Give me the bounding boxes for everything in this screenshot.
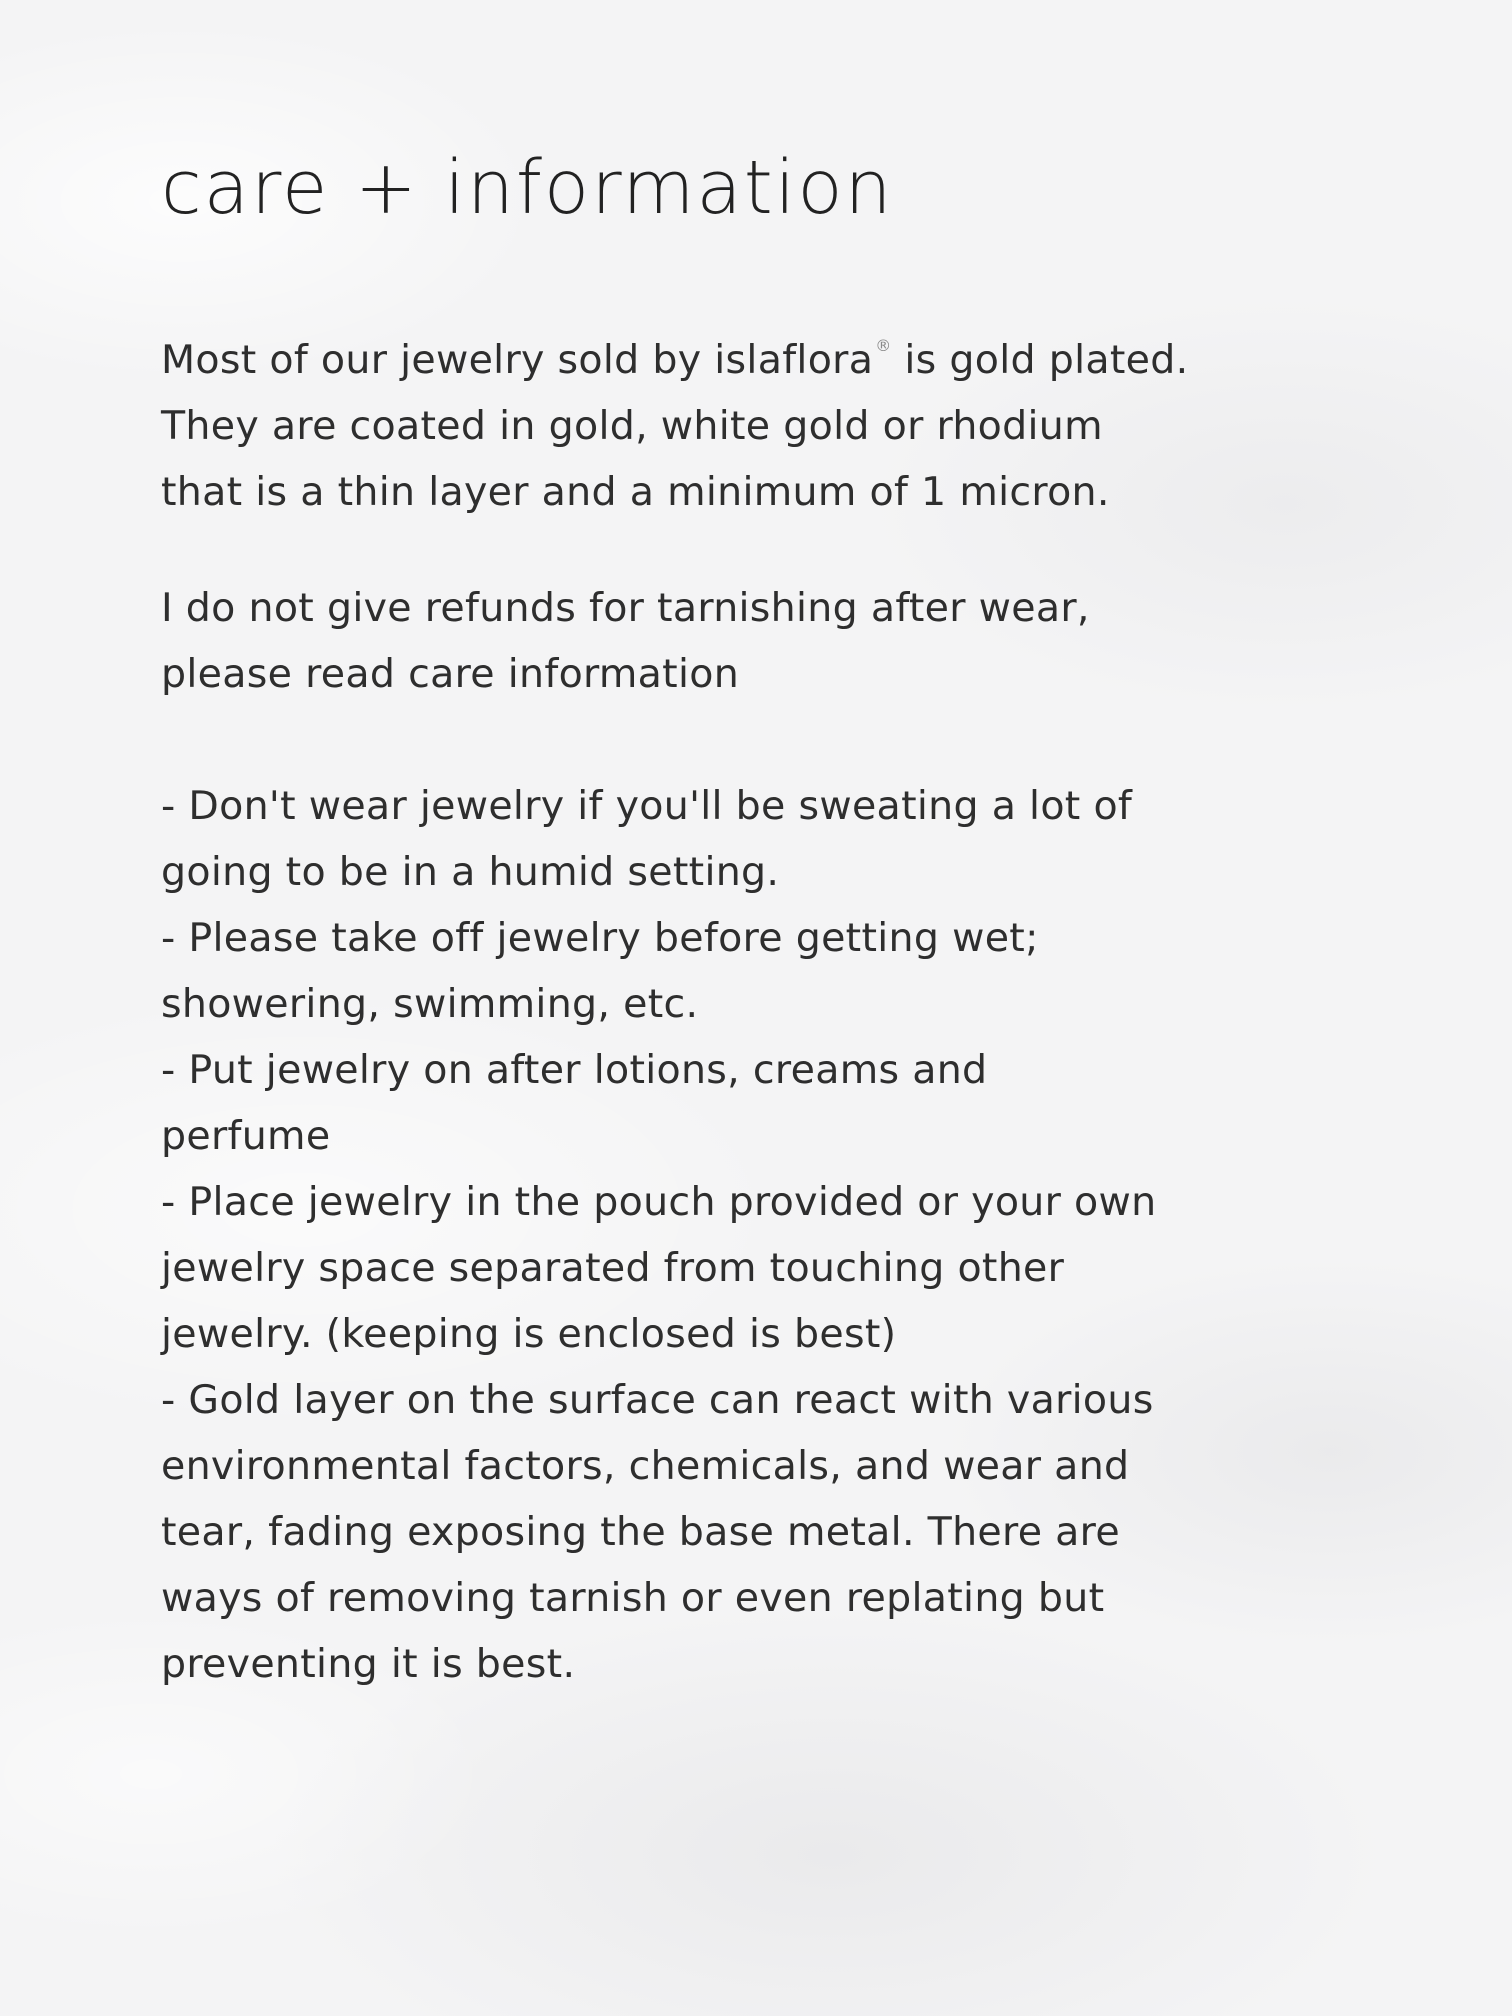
care-tip-line: going to be in a humid setting. xyxy=(161,849,780,895)
page-title: care + information xyxy=(161,145,894,231)
care-tip-line: - Please take off jewelry before getting wet; xyxy=(161,915,1039,961)
refund-line: please read care information xyxy=(161,651,740,697)
care-tip-line: preventing it is best. xyxy=(161,1641,576,1687)
care-tip-line: tear, fading exposing the base metal. There are xyxy=(161,1509,1120,1555)
intro-line: They are coated in gold, white gold or rhodium xyxy=(161,403,1103,449)
refund-line: I do not give refunds for tarnishing after wear, xyxy=(161,585,1090,631)
care-tip-line: jewelry space separated from touching other xyxy=(161,1245,1065,1291)
care-tip-line: environmental factors, chemicals, and wear and xyxy=(161,1443,1130,1489)
care-tip-line: - Don't wear jewelry if you'll be sweating a lot of xyxy=(161,783,1133,829)
intro-line: Most of our jewelry sold by islaflora ® is gold plated. xyxy=(161,336,1189,383)
intro-paragraph xyxy=(161,313,1189,525)
care-tips-list xyxy=(161,773,1156,1697)
care-tip-line: ways of removing tarnish or even replating but xyxy=(161,1575,1105,1621)
care-tip-line: - Place jewelry in the pouch provided or your own xyxy=(161,1179,1157,1225)
care-tip-line: - Gold layer on the surface can react with various xyxy=(161,1377,1154,1423)
intro-line: that is a thin layer and a minimum of 1 micron. xyxy=(161,469,1110,515)
refund-policy-paragraph xyxy=(161,575,1090,707)
care-tip-line: jewelry. (keeping is enclosed is best) xyxy=(161,1311,897,1357)
care-tip-line: showering, swimming, etc. xyxy=(161,981,699,1027)
care-tip-line: - Put jewelry on after lotions, creams and xyxy=(161,1047,988,1093)
care-tip-line: perfume xyxy=(161,1113,331,1159)
registered-trademark-mark: ® xyxy=(875,336,892,355)
